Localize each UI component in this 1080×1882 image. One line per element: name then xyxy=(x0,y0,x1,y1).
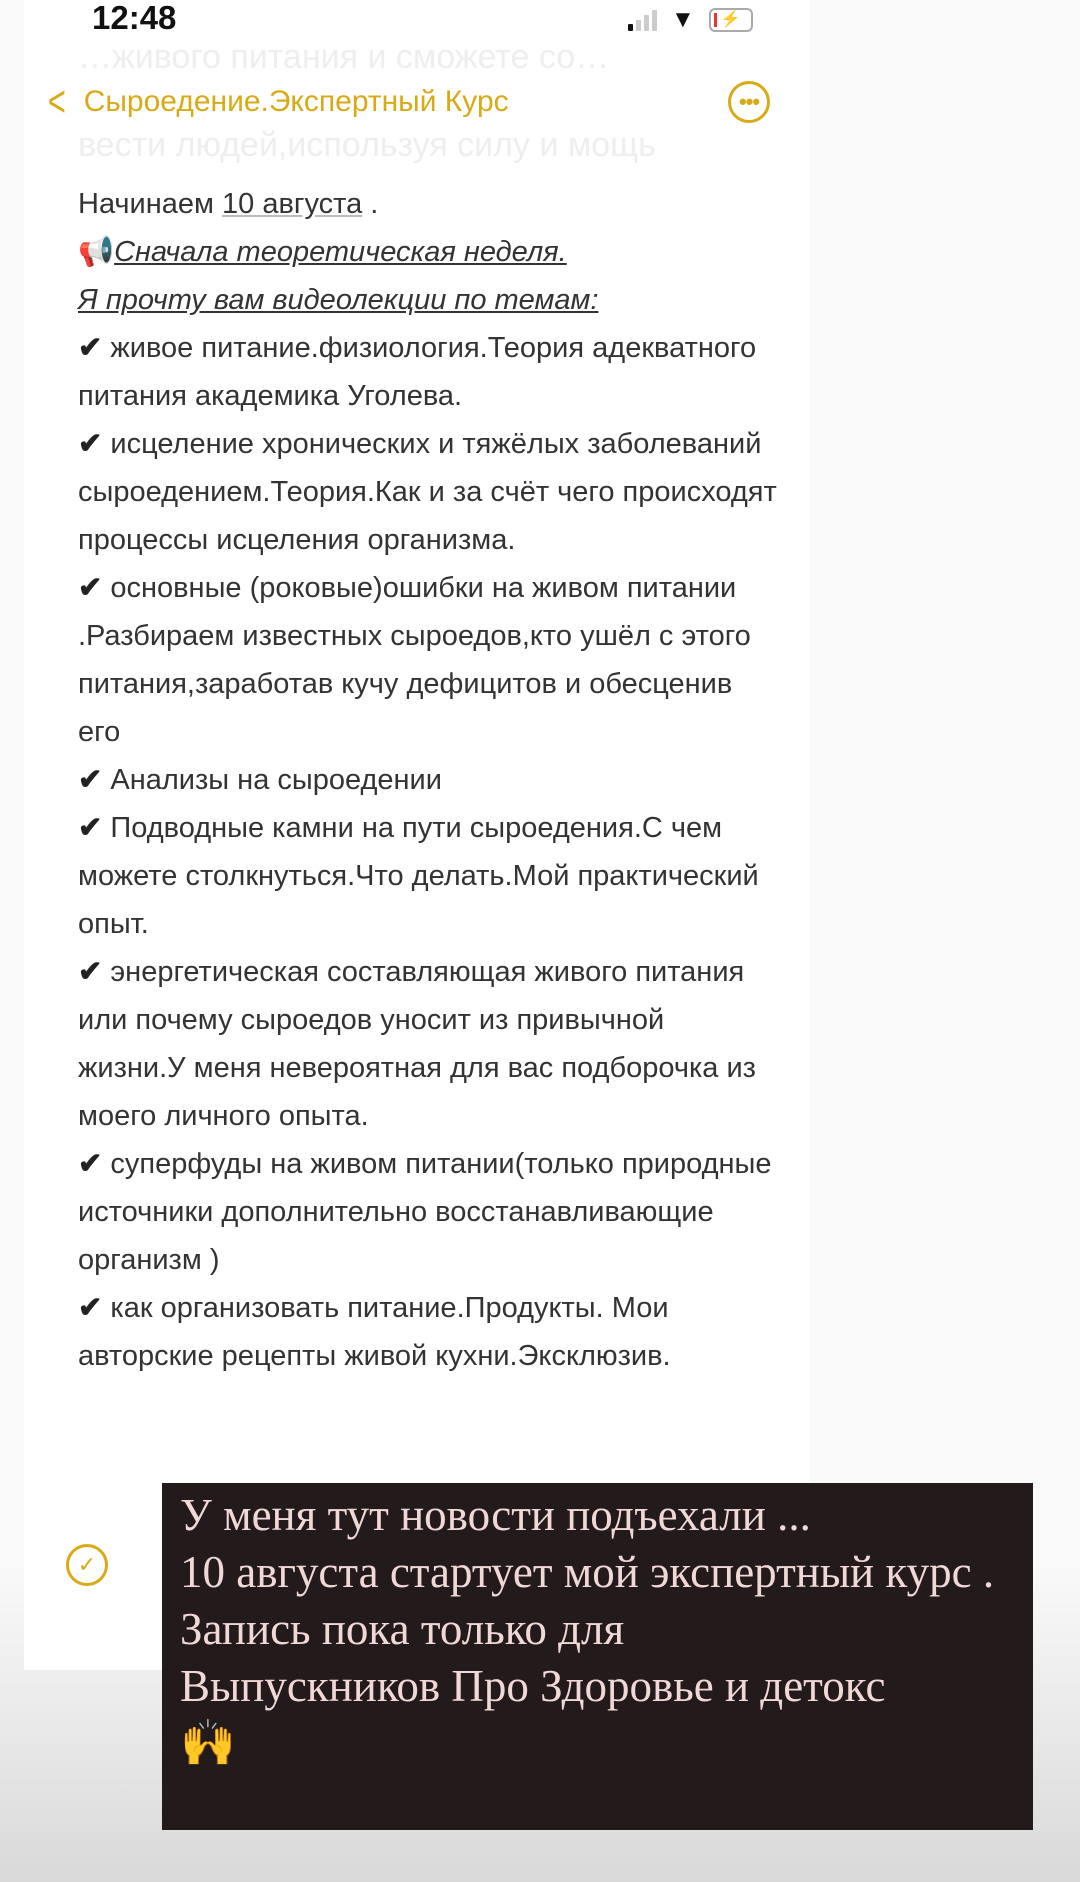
overlay-line: Выпускников Про Здоровье и детокс xyxy=(180,1661,886,1711)
topic-item xyxy=(78,1140,778,1284)
topic-item xyxy=(78,1284,778,1380)
checkmark-icon: ✔ xyxy=(78,1148,103,1180)
checkmark-icon: ✔ xyxy=(78,812,103,844)
wifi-icon: ▼ xyxy=(671,6,695,33)
ghost-text: …живого питания и сможете со… xyxy=(78,38,610,76)
checkmark-icon: ✔ xyxy=(78,572,103,604)
topic-item xyxy=(78,948,778,1140)
checkmark-icon: ✔ xyxy=(78,332,103,364)
status-icons xyxy=(628,6,753,34)
checkmark-icon: ✔ xyxy=(78,956,103,988)
checkmark-icon: ✔ xyxy=(78,1292,103,1324)
topic-item xyxy=(78,804,778,948)
megaphone-icon: 📢 xyxy=(78,236,115,268)
topic-text: исцеление хронических и тяжёлых заболеваний сыроедением.Теория.Как и за счёт чего происходят процессы исцеления организма. xyxy=(78,428,777,556)
more-options-button[interactable] xyxy=(728,81,770,123)
raised-hands-icon: 🙌 xyxy=(180,1718,237,1768)
overlay-line: У меня тут новости подъехали ... xyxy=(180,1490,811,1540)
topic-item xyxy=(78,324,778,420)
overlay-line: 10 августа стартует мой экспертный курс . xyxy=(180,1547,995,1597)
topic-text: Подводные камни на пути сыроедения.С чем можете столкнуться.Что делать.Мой практический опыт. xyxy=(78,812,759,940)
ellipsis-icon: ••• xyxy=(738,89,760,114)
topic-text: основные (роковые)ошибки на живом питании .Разбираем известных сыроедов,кто ушёл с этого питания,заработав кучу дефицитов и обесценив его xyxy=(78,572,751,748)
note-title: Сыроедение.Экспертный Курс xyxy=(83,85,509,118)
ghost-text: вести людей,используя силу и мощь xyxy=(78,126,656,164)
start-line: Начинаем 10 августа . xyxy=(78,188,379,220)
topic-text: живое питание.физиология.Теория адекватного питания академика Уголева. xyxy=(78,332,757,412)
lectures-intro: Я прочту вам видеолекции по темам: xyxy=(78,284,599,316)
topic-item xyxy=(78,564,778,756)
checkmark-icon: ✔ xyxy=(78,428,103,460)
topic-item xyxy=(78,756,778,804)
note-body[interactable] xyxy=(78,180,778,1380)
signal-icon xyxy=(628,9,657,31)
story-text-overlay xyxy=(162,1483,1033,1830)
checkmark-icon: ✔ xyxy=(78,764,103,796)
topic-text: Анализы на сыроедении xyxy=(110,764,442,796)
chevron-left-icon: < xyxy=(47,77,66,126)
battery-charging-icon: ⚡ xyxy=(709,8,753,32)
checklist-circle-icon[interactable]: ✓ xyxy=(66,1544,108,1586)
topic-text: как организовать питание.Продукты. Мои авторские рецепты живой кухни.Эксклюзив. xyxy=(78,1292,671,1372)
overlay-line: Запись пока только для xyxy=(180,1604,625,1654)
topic-text: энергетическая составляющая живого питания или почему сыроедов уносит из привычной жизни.У меня невероятная для вас подборочка из моего личного опыта. xyxy=(78,956,756,1132)
theory-week: 📢Сначала теоретическая неделя. xyxy=(78,236,567,268)
status-time: 12:48 xyxy=(92,0,177,36)
topic-text: суперфуды на живом питании(только природные источники дополнительно восстанавливающие организм ) xyxy=(78,1148,772,1276)
back-button[interactable] xyxy=(44,77,509,126)
date-link[interactable]: 10 августа xyxy=(222,188,363,220)
topic-item xyxy=(78,420,778,564)
